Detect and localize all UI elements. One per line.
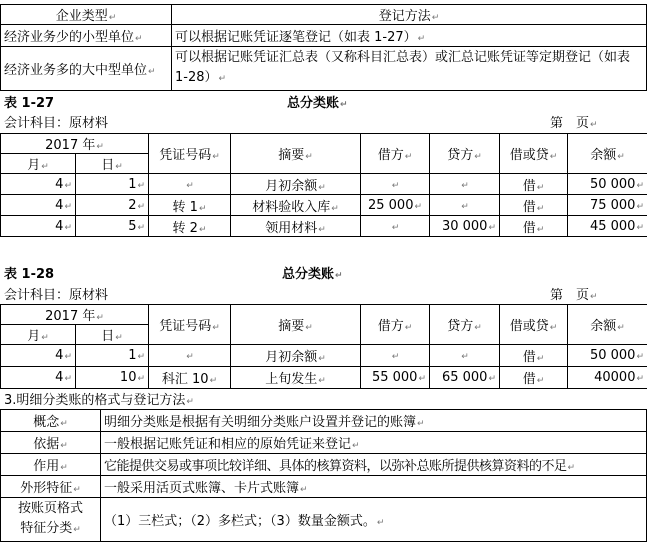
balance-cell: 40000 ↵ [568, 367, 647, 389]
row-text: （1）三栏式；（2）多栏式；（3）数量金额式。 ↵ [101, 498, 647, 542]
voucher-cell: 科汇 10 ↵ [149, 367, 231, 389]
summary-cell: 上旬发生 ↵ [231, 367, 361, 389]
voucher-cell: 转 2 ↵ [149, 216, 231, 237]
table-row [1, 454, 647, 476]
header-registration-method: 登记方法 ↵ [172, 5, 647, 25]
month-cell: 4 ↵ [1, 345, 76, 367]
table-row [1, 498, 647, 542]
day-cell: 1 ↵ [76, 174, 149, 195]
summary-cell: 月初余额 ↵ [231, 174, 361, 195]
header-enterprise-type: 企业类型 ↵ [1, 5, 172, 25]
table-row [1, 174, 647, 195]
table-number-1-27: 表 1-27 [4, 92, 54, 111]
debit-header: 借方 ↵ [361, 305, 430, 345]
row-text: 一般根据记账凭证和相应的原始凭证来登记 ↵ [101, 432, 647, 454]
debit-cell [361, 174, 430, 195]
credit-cell [430, 195, 500, 216]
summary-cell: 材料验收入库 ↵ [231, 195, 361, 216]
row-label: 作用 ↵ [1, 454, 101, 476]
year-header: 2017 年 ↵ [1, 305, 149, 325]
table-row [1, 432, 647, 454]
type-small-unit: 经济业务少的小型单位 ↵ [1, 25, 172, 47]
type-large-unit: 经济业务多的大中型单位 ↵ [1, 47, 172, 91]
ledger-title-1-27: 总分类账 ↵ [287, 92, 348, 111]
balance-cell: 75 000 ↵ [568, 195, 647, 216]
voucher-cell [149, 174, 231, 195]
balance-cell: 50 000 ↵ [568, 345, 647, 367]
voucher-cell: 转 1 ↵ [149, 195, 231, 216]
account-subject-1-27: 会计科目：原材料 [4, 112, 108, 131]
row-label: 概念 ↵ [1, 410, 101, 432]
table-row [1, 367, 647, 389]
general-ledger-1-28 [0, 304, 647, 389]
month-cell: 4 ↵ [1, 174, 76, 195]
debit-cell: 25 000 ↵ [361, 195, 430, 216]
summary-cell: 月初余额 ↵ [231, 345, 361, 367]
day-cell: 5 ↵ [76, 216, 149, 237]
credit-cell [430, 345, 500, 367]
page-label-1-28: 第 页 ↵ [550, 284, 598, 303]
row-label: 外形特征 ↵ [1, 476, 101, 498]
method-small-unit: 可以根据记账凭证逐笔登记（如表 1-27） ↵ [172, 25, 647, 47]
month-header: 月 ↵ [1, 154, 76, 174]
credit-header: 贷方 ↵ [430, 305, 500, 345]
balance-header: 余额 ↵ [568, 134, 647, 174]
detail-ledger-table [0, 409, 647, 542]
voucher-header: 凭证号码 ↵ [149, 134, 231, 174]
month-cell: 4 ↵ [1, 195, 76, 216]
credit-cell: 65 000 ↵ [430, 367, 500, 389]
table-row [1, 476, 647, 498]
dc-header: 借或贷 ↵ [500, 305, 568, 345]
method-large-unit: 可以根据记账凭证汇总表（又称科目汇总表）或汇总记账凭证等定期登记（如表 1-28） ↵ [172, 47, 647, 91]
year-header: 2017 年 ↵ [1, 134, 149, 154]
month-header: 月 ↵ [1, 325, 76, 345]
debit-header: 借方 ↵ [361, 134, 430, 174]
table-row [1, 216, 647, 237]
month-cell: 4 ↵ [1, 216, 76, 237]
voucher-header: 凭证号码 ↵ [149, 305, 231, 345]
page-label-1-27: 第 页 ↵ [550, 112, 598, 131]
dc-cell: 借 ↵ [500, 174, 568, 195]
table-row [1, 345, 647, 367]
debit-cell [361, 345, 430, 367]
debit-cell [361, 216, 430, 237]
ledger-title-1-28: 总分类账 ↵ [282, 263, 343, 282]
balance-cell: 45 000 ↵ [568, 216, 647, 237]
row-text: 一般采用活页式账簿、卡片式账簿 ↵ [101, 476, 647, 498]
table-number-1-28: 表 1-28 [4, 263, 54, 282]
dc-cell: 借 ↵ [500, 195, 568, 216]
dc-cell: 借 ↵ [500, 367, 568, 389]
day-cell: 10 ↵ [76, 367, 149, 389]
dc-header: 借或贷 ↵ [500, 134, 568, 174]
dc-cell: 借 ↵ [500, 345, 568, 367]
row-text: 明细分类账是根据有关明细分类账户设置并登记的账簿 ↵ [101, 410, 647, 432]
summary-header: 摘要 ↵ [231, 305, 361, 345]
detail-section-heading: 3.明细分类账的格式与登记方法 ↵ [4, 389, 194, 408]
day-cell: 1 ↵ [76, 345, 149, 367]
voucher-cell [149, 345, 231, 367]
debit-cell: 55 000 ↵ [361, 367, 430, 389]
table-row [1, 195, 647, 216]
balance-header: 余额 ↵ [568, 305, 647, 345]
account-subject-1-28: 会计科目：原材料 [4, 284, 108, 303]
day-header: 日 ↵ [76, 325, 149, 345]
credit-header: 贷方 ↵ [430, 134, 500, 174]
dc-cell: 借 ↵ [500, 216, 568, 237]
row-label: 依据 ↵ [1, 432, 101, 454]
credit-cell: 30 000 ↵ [430, 216, 500, 237]
enterprise-type-table [0, 4, 647, 91]
general-ledger-1-27 [0, 133, 647, 237]
day-header: 日 ↵ [76, 154, 149, 174]
credit-cell [430, 174, 500, 195]
summary-header: 摘要 ↵ [231, 134, 361, 174]
balance-cell: 50 000 ↵ [568, 174, 647, 195]
month-cell: 4 ↵ [1, 367, 76, 389]
day-cell: 2 ↵ [76, 195, 149, 216]
summary-cell: 领用材料 ↵ [231, 216, 361, 237]
row-label: 按账页格式 特征分类 ↵ [1, 498, 101, 542]
table-row [1, 410, 647, 432]
row-text: 它能提供交易或事项比较详细、具体的核算资料，以弥补总账所提供核算资料的不足 ↵ [101, 454, 647, 476]
